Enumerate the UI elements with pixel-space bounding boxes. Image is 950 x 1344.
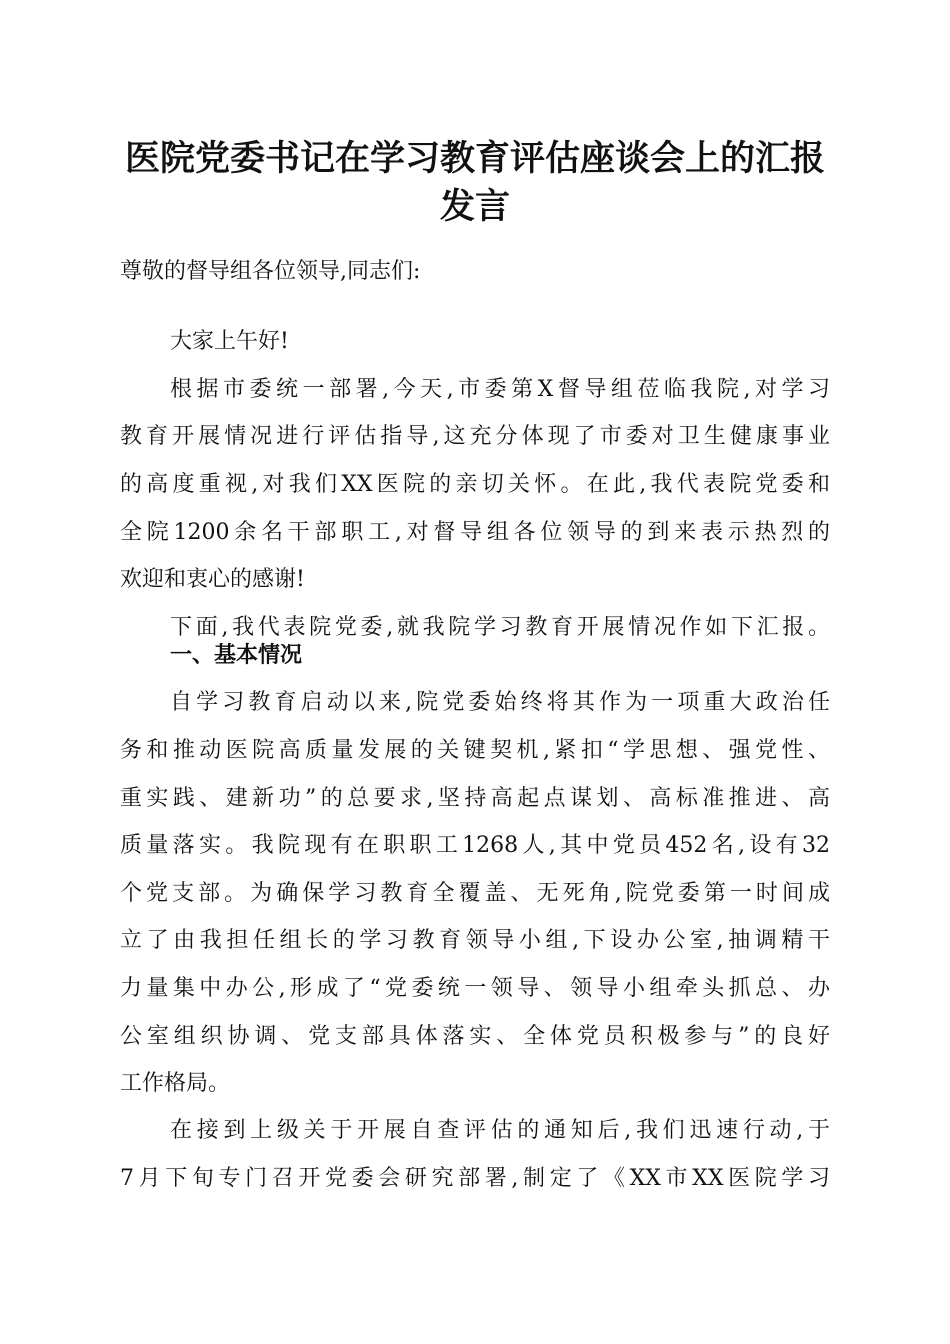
paragraph-3-line: 务和推动医院高质量发展的关键契机,紧扣“学思想、强党性、 xyxy=(120,738,830,763)
paragraph-3-line: 立了由我担任组长的学习教育领导小组,下设办公室,抽调精干 xyxy=(120,928,830,953)
paragraph-1-line: 根据市委统一部署,今天,市委第X督导组莅临我院,对学习 xyxy=(170,377,830,402)
paragraph-1-line: 欢迎和衷心的感谢! xyxy=(120,567,305,592)
paragraph-4-line: 7月下旬专门召开党委会研究部署,制定了《XX市XX医院学习 xyxy=(120,1166,830,1191)
salutation: 尊敬的督导组各位领导,同志们: xyxy=(120,259,421,284)
paragraph-3-line: 公室组织协调、党支部具体落实、全体党员积极参与”的良好 xyxy=(120,1024,830,1049)
document-title-line-1: 医院党委书记在学习教育评估座谈会上的汇报 xyxy=(124,138,825,179)
section-heading: 一、基本情况 xyxy=(170,643,303,668)
paragraph-2: 下面,我代表院党委,就我院学习教育开展情况作如下汇报。 xyxy=(170,615,830,640)
paragraph-3-line: 重实践、建新功”的总要求,坚持高起点谋划、高标准推进、高 xyxy=(120,786,830,811)
paragraph-4-line: 在接到上级关于开展自查评估的通知后,我们迅速行动,于 xyxy=(170,1118,830,1143)
paragraph-3-line: 自学习教育启动以来,院党委始终将其作为一项重大政治任 xyxy=(170,690,830,715)
paragraph-1-line: 的高度重视,对我们XX医院的亲切关怀。在此,我代表院党委和 xyxy=(120,472,830,497)
paragraph-3-line: 个党支部。为确保学习教育全覆盖、无死角,院党委第一时间成 xyxy=(120,881,830,906)
paragraph-3-line: 工作格局。 xyxy=(120,1071,231,1096)
paragraph-3-line: 力量集中办公,形成了“党委统一领导、领导小组牵头抓总、办 xyxy=(120,976,830,1001)
document-title-line-2: 发言 xyxy=(439,186,510,227)
paragraph-3-line: 质量落实。我院现有在职职工1268人,其中党员452名,设有32 xyxy=(120,833,830,858)
paragraph-1-line: 教育开展情况进行评估指导,这充分体现了市委对卫生健康事业 xyxy=(120,424,830,449)
paragraph-1-line: 全院1200余名干部职工,对督导组各位领导的到来表示热烈的 xyxy=(120,520,830,545)
greeting: 大家上午好! xyxy=(170,329,289,354)
